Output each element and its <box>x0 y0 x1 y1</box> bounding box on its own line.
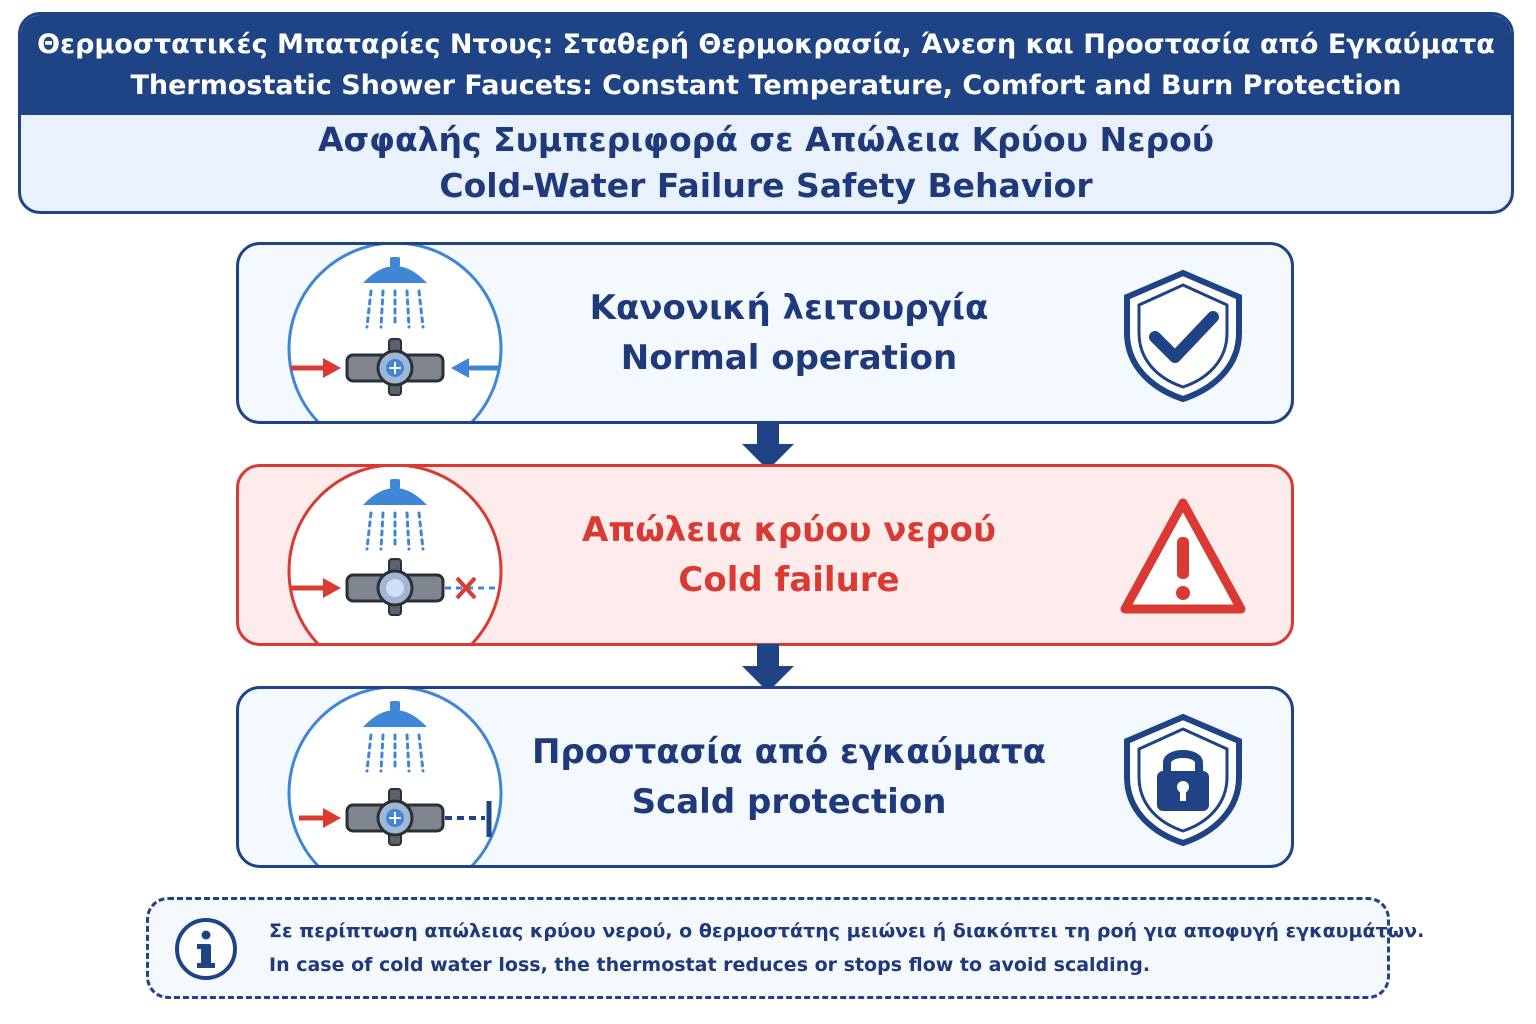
shower-valve-normal-icon <box>285 243 505 424</box>
step-label <box>529 689 1049 865</box>
title-greek: Θερμοστατικές Μπαταρίες Ντους: Σταθερή Θερμοκρασία, Άνεση και Προστασία από Εγκαύματα <box>37 29 1495 60</box>
step-scald-protection <box>236 686 1294 868</box>
note-text-greek: Σε περίπτωση απώλειας κρύου νερού, ο θερμοστάτης μειώνει ή διακόπτει τη ροή για αποφυγή εγκαυμάτων. <box>269 920 1425 942</box>
step-normal-operation <box>236 242 1294 424</box>
step-cold-failure <box>236 464 1294 646</box>
shield-lock-icon <box>1119 711 1247 847</box>
shower-valve-failure-icon <box>285 465 505 646</box>
info-icon <box>173 916 239 982</box>
step-label <box>529 245 1049 421</box>
subtitle-english: Cold-Water Failure Safety Behavior <box>439 166 1093 205</box>
step-label-english: Normal operation <box>620 338 958 378</box>
step-label-english: Cold failure <box>678 560 900 600</box>
step-label-greek: Κανονική λειτουργία <box>589 288 989 328</box>
shower-valve-protected-icon <box>285 687 505 868</box>
step-label-greek: Προστασία από εγκαύματα <box>531 732 1047 772</box>
shield-check-icon <box>1119 267 1247 403</box>
step-label-english: Scald protection <box>631 782 947 822</box>
header-subtitle-bar <box>21 115 1511 211</box>
subtitle-greek: Ασφαλής Συμπεριφορά σε Απώλεια Κρύου Νερού <box>317 120 1215 159</box>
header-panel <box>18 12 1514 214</box>
header-title-bar <box>21 15 1511 115</box>
step-label-greek: Απώλεια κρύου νερού <box>582 510 996 550</box>
note-text <box>269 914 1425 982</box>
info-note <box>146 897 1425 999</box>
title-english: Thermostatic Shower Faucets: Constant Temperature, Comfort and Burn Protection <box>130 70 1402 101</box>
note-text-english: In case of cold water loss, the thermostat reduces or stops flow to avoid scalding. <box>269 954 1151 976</box>
warning-triangle-icon <box>1119 489 1247 625</box>
step-label <box>529 467 1049 643</box>
